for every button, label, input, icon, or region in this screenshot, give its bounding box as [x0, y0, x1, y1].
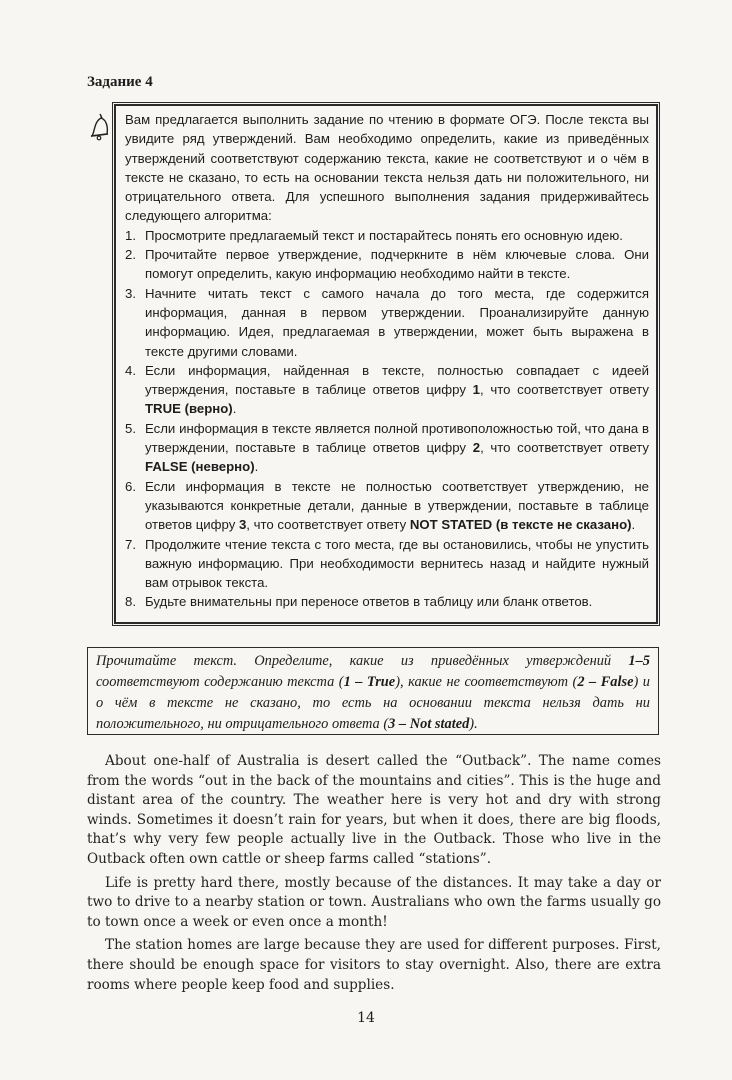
true-label: 1 – True [343, 674, 396, 690]
step-number: 4. [125, 362, 136, 378]
instruction-text: ), какие не соответствуют ( [395, 674, 578, 690]
rules-intro: Вам предлагается выполнить задание по чтению в формате ОГЭ. После текста вы увидите ряд утверждений. Вам необходимо определить, какие из приведённых утверждений соответствуют содержанию текста, какие не соответствуют и о чём в тексте не сказано, то есть на основании текста нельзя дать ни положительного, ни отрицательного ответа. Для успешного выполнения задания придерживайтесь следующего алгоритма: [125, 112, 649, 224]
answer-digit: 1 [472, 382, 480, 398]
step-text: Если информация, найденная в тексте, полностью совпадает с идеей утверждения, поставьте в таблице ответов цифру [145, 362, 649, 398]
answer-digit: 3 [238, 517, 247, 533]
step-2 [125, 245, 649, 284]
step-8 [125, 592, 649, 611]
step-text: Прочитайте первое утверждение, подчеркните в нём ключевые слова. Они помогут определить, какую информацию необходимо найти в тексте. [145, 247, 649, 282]
rules-box [112, 102, 660, 626]
step-text: Если информация в тексте не полностью соответствует утверждению, не указываются конкретные детали, данные в утверждении, поставьте в таблице ответов цифру [145, 478, 649, 533]
bell-icon [88, 112, 110, 142]
step-text: . [254, 459, 259, 475]
step-5 [125, 419, 649, 477]
step-number: 2. [125, 247, 136, 263]
answer-label: TRUE (верно) [145, 401, 233, 417]
answer-digit: 2 [472, 440, 481, 456]
step-number: 3. [125, 285, 136, 301]
step-text: Если информация в тексте является полной противоположностью той, что дана в утверждении, поставьте в таблице ответов цифру [145, 420, 649, 456]
instruction-text: соответствуют содержанию текста ( [96, 674, 344, 690]
step-text: , что соответствует ответу [479, 382, 649, 398]
step-3 [125, 284, 649, 361]
step-text: , что соответствует ответу [480, 440, 649, 456]
step-number: 5. [125, 420, 136, 436]
step-number: 7. [125, 536, 136, 552]
step-text: , что соответствует ответу [246, 517, 410, 533]
false-label: 2 – False [577, 674, 634, 690]
answer-label: FALSE (неверно) [145, 459, 255, 475]
paragraph: About one-half of Australia is desert called the “Outback”. The name comes from the words “out in the back of the mountains and cities”. This is the huge and distant area of the country. The weather here is very hot and dry with strong winds. Sometimes it doesn’t rain for years, but when it does, there are big floods, that’s why very few people actually live in the Outback. Those who live in the Outback often own cattle or sheep farms called “stations”. [87, 753, 661, 867]
step-text: Будьте внимательны при переносе ответов в таблицу или бланк ответов. [145, 594, 593, 610]
instruction-text: Прочитайте текст. Определите, какие из приведённых утверждений [96, 653, 629, 669]
task-title: Задание 4 [87, 74, 153, 90]
step-text: Просмотрите предлагаемый текст и постарайтесь понять его основную идею. [145, 227, 623, 243]
step-number: 8. [125, 594, 136, 610]
step-4 [125, 361, 649, 419]
algorithm-steps [125, 226, 649, 612]
instruction-box [87, 647, 659, 735]
step-7 [125, 535, 649, 593]
step-number: 6. [125, 478, 136, 494]
paragraph: The station homes are large because they are used for different purposes. First, there should be enough space for visitors to stay overnight. Also, there are extra rooms where people keep food and supplies. [87, 937, 661, 993]
step-text: . [631, 517, 636, 533]
statement-range: 1–5 [628, 653, 650, 669]
step-text: Продолжите чтение текста с того места, где вы остановились, чтобы не упустить важную информацию. При необходимости вернитесь назад и найдите нужный вам отрывок текста. [145, 536, 649, 591]
instruction-text: ) и о чём в тексте не сказано, то есть на основании текста нельзя дать ни положительного, ни отрицательного ответа ( [96, 674, 650, 732]
paragraph: Life is pretty hard there, mostly because of the distances. It may take a day or two to drive to a nearby station or town. Australians who own the farms usually go to town once a week or even once a month! [87, 874, 661, 930]
answer-label: NOT STATED (в тексте не сказано) [409, 517, 632, 533]
page-number: 14 [357, 1010, 375, 1026]
instruction-text: ). [469, 716, 478, 732]
not-stated-label: 3 – Not stated [388, 716, 470, 732]
step-text: Начните читать текст с самого начала до того места, где содержится информация, данная в первом утверждении. Проанализируйте данную информацию. Идея, предлагаемая в утверждении, может быть выражена в тексте другими словами. [145, 285, 649, 359]
step-1 [125, 226, 649, 245]
reading-text [87, 752, 661, 999]
step-6 [125, 477, 649, 535]
step-text: . [232, 401, 237, 417]
step-number: 1. [125, 227, 136, 243]
